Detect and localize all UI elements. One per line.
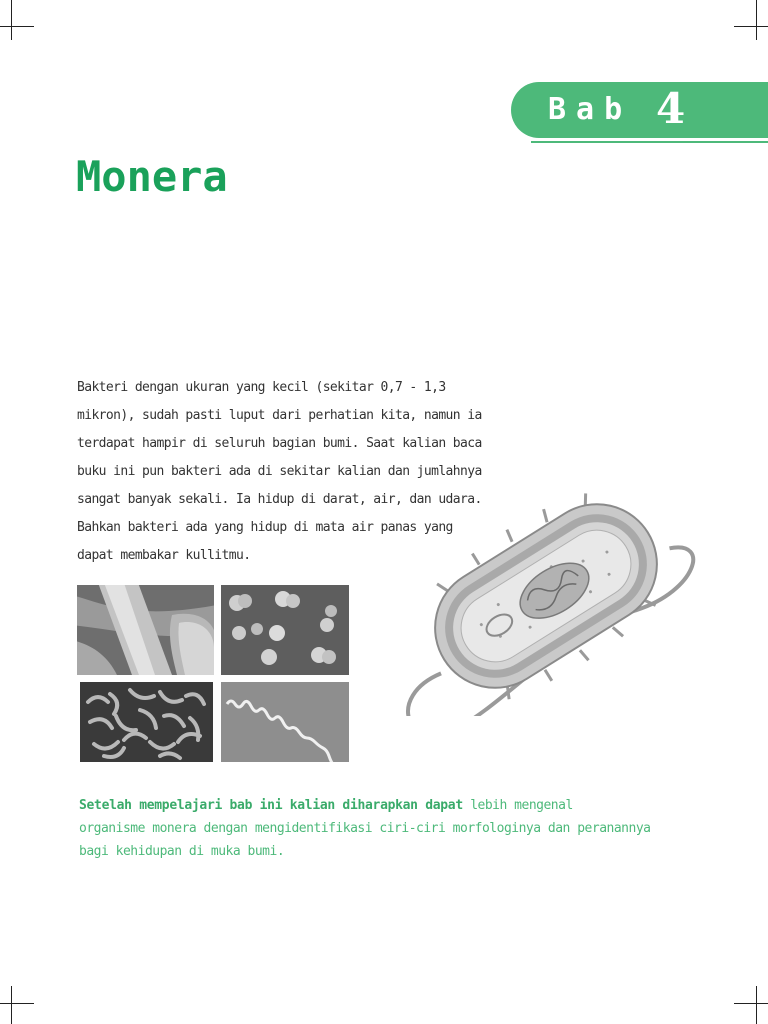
objectives-line1-rest: lebih mengenal [462, 798, 573, 813]
objectives-line [79, 794, 719, 817]
intro-line: terdapat hampir di seluruh bagian bumi. Saat kalian baca [77, 436, 482, 451]
chapter-underline [531, 141, 768, 143]
coccus-photo [221, 585, 349, 675]
spirillum-photo [221, 682, 349, 762]
bacillus-photo [77, 585, 214, 675]
crop-mark-bottom-left-v [11, 986, 12, 1024]
crop-mark-bottom-right-h [734, 1003, 768, 1004]
bacterium-cell-diagram [356, 486, 712, 720]
intro-line: Bakteri dengan ukuran yang kecil (sekitar 0,7 - 1,3 [77, 380, 446, 395]
intro-line: mikron), sudah pasti luput dari perhatian kita, namun ia [77, 408, 482, 423]
learning-objectives [79, 794, 719, 863]
objectives-line: organisme monera dengan mengidentifikasi ciri-ciri morfologinya dan peranannya [79, 821, 651, 836]
vibrio-photo [80, 682, 213, 762]
intro-line: buku ini pun bakteri ada di sekitar kalian dan jumlahnya [77, 464, 482, 479]
crop-mark-top-left-v [11, 0, 12, 40]
chapter-number: 4 [656, 84, 686, 133]
intro-line: Bahkan bakteri ada yang hidup di mata air panas yang [77, 520, 453, 535]
crop-mark-top-right-v [756, 0, 757, 40]
crop-mark-bottom-right-v [756, 986, 757, 1024]
crop-mark-top-left-h [0, 26, 34, 27]
objectives-lead: Setelah mempelajari bab ini kalian diharapkan dapat [79, 798, 463, 813]
objectives-line: bagi kehidupan di muka bumi. [79, 844, 285, 859]
crop-mark-bottom-left-h [0, 1003, 34, 1004]
crop-mark-top-right-h [734, 26, 768, 27]
intro-line: dapat membakar kullitmu. [77, 548, 251, 563]
chapter-word: Bab [548, 92, 633, 127]
intro-line: sangat banyak sekali. Ia hidup di darat, air, dan udara. [77, 492, 482, 507]
page-title: Monera [76, 152, 228, 201]
